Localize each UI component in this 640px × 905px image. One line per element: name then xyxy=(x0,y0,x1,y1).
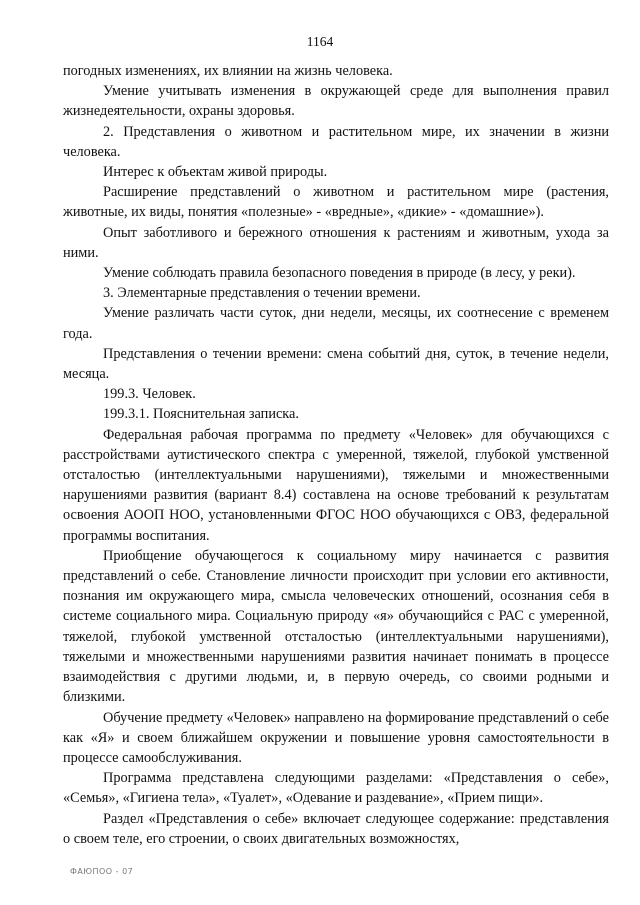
section-heading: 199.3. Человек. xyxy=(103,386,196,403)
paragraph: Умение учитывать изменения в окружающей среде для выполнения правил жизнедеятельности, охраны здоровья. xyxy=(63,83,609,120)
paragraph: Программа представлена следующими разделами: «Представления о себе», «Семья», «Гигиена тела», «Туалет», «Одевание и раздевание», «Прием пищи». xyxy=(63,770,609,807)
paragraph: Умение различать части суток, дни недели, месяцы, их соотнесение с временем года. xyxy=(63,305,609,342)
paragraph: Опыт заботливого и бережного отношения к растениям и животным, ухода за ними. xyxy=(63,224,609,261)
page-number: 1164 xyxy=(306,34,334,49)
paragraph: Обучение предмету «Человек» направлено на формирование представлений о себе как «Я» и своем ближайшем окружении и повышение уровня самостоятельности в процессе самообслуживания. xyxy=(63,709,609,766)
paragraph: Приобщение обучающегося к социальному миру начинается с развития представлений о себе. Становление личности происходит при условии его активности, познания им окружающего мира, смысла человеческих отношений, осознания себя в системе социального мира. Социальную природу «я» обучающийся с РАС с умеренной, тяжелой, глубокой умственной отсталостью (интеллектуальными нарушениями), тяжелыми и множественными нарушениями развития начинает понимать в процессе взаимодействия с другими людьми, и, в первую очередь, со своими родными и близкими. xyxy=(63,547,609,706)
section-heading: 199.3.1. Пояснительная записка. xyxy=(103,406,299,423)
paragraph: Расширение представлений о животном и растительном мире (растения, животные, их виды, понятия «полезные» - «вредные», «дикие» - «домашние»). xyxy=(63,184,609,221)
paragraph: Интерес к объектам живой природы. xyxy=(103,164,328,181)
document-body xyxy=(63,61,609,849)
section-heading: 3. Элементарные представления о течении времени. xyxy=(103,285,421,302)
paragraph: Представления о течении времени: смена событий дня, суток, в течение недели, месяца. xyxy=(63,345,609,383)
paragraph: 2. Представления о животном и растительном мире, их значении в жизни человека. xyxy=(63,123,609,160)
paragraph: Умение соблюдать правила безопасного поведения в природе (в лесу, у реки). xyxy=(103,265,576,282)
paragraph: погодных изменениях, их влиянии на жизнь человека. xyxy=(63,63,393,79)
paragraph: Федеральная рабочая программа по предмету «Человек» для обучающихся с расстройствами аутистического спектра с умеренной, тяжелой, глубокой умственной отсталостью (интеллектуальными нарушениями), тяжелыми и множественными нарушениями развития (вариант 8.4) составлена на основе требований к результатам освоения АООП НОО, установленными ФГОС НОО обучающихся с ОВЗ, федеральной программы воспитания. xyxy=(63,426,609,544)
paragraph: Раздел «Представления о себе» включает следующее содержание: представления о своем теле, его строении, о своих двигательных возможностях, xyxy=(63,810,609,847)
footer-mark: ФАЮПОО - 07 xyxy=(70,867,134,876)
